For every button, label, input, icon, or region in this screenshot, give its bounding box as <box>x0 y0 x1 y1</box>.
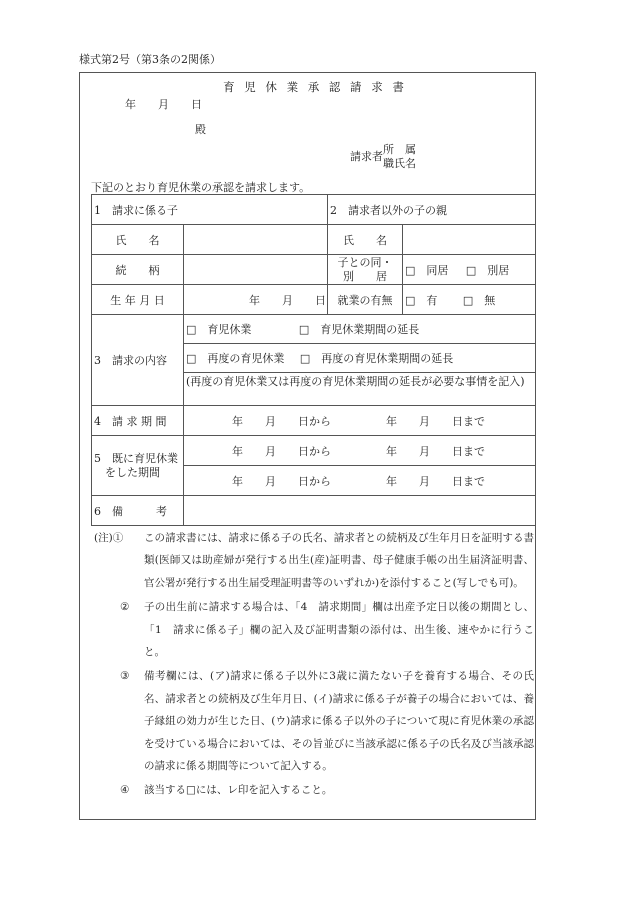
request-table <box>91 194 536 526</box>
note-label: (注)① <box>94 532 124 544</box>
content-row-2 <box>184 344 536 373</box>
employment-label: 就業の有無 <box>328 285 403 315</box>
past-to-1: 年 月 日まで <box>386 444 485 458</box>
requester-block <box>350 143 416 171</box>
employment-options <box>403 285 536 315</box>
note-label: ③ <box>120 670 130 683</box>
period-field[interactable] <box>184 406 536 436</box>
form-number: 様式第2号（第3条の2関係） <box>79 53 221 66</box>
content-reason-field[interactable]: (再度の育児休業又は再度の育児休業期間の延長が必要な事情を記入) <box>184 373 536 406</box>
past-from-2: 年 月 日から <box>232 474 331 488</box>
requester-name-label: 職氏名 <box>383 157 416 170</box>
note-text: 備考欄には、(ア)請求に係る子以外に3歳に満たない子を養育する場合、その氏名、請求者との続柄及び生年月日、(イ)請求に係る子が養子の場合においては、養子縁組の効力が生じた日、(ウ)請求に係る子以外の子について現に育児休業の承認を受けている場合においては、その旨並びに当該承認に係る子の氏名及び当該承認の請求に係る期間等について記入する。 <box>144 670 534 773</box>
period-from: 年 月 日から <box>232 414 331 428</box>
intro-text: 下記のとおり育児休業の承認を請求します。 <box>91 181 311 194</box>
child-name-label: 氏 名 <box>92 225 184 255</box>
note-text: この請求書には、請求に係る子の氏名、請求者との続柄及び生年月日を証明する書類(医師又は助産婦が発行する出生(産)証明書、母子健康手帳の出生届済証明書、官公署が発行する出生届受理証明書等のいずれか)を添付すること(写しでも可)。 <box>144 532 534 589</box>
relation-field[interactable] <box>184 255 328 285</box>
cohabit-label-line1: 子との同・ <box>337 255 393 269</box>
cohabit-together-checkbox[interactable]: □ 同居 <box>405 263 449 277</box>
childcare-leave-checkbox[interactable]: □ 育児休業 <box>186 323 252 336</box>
form-title: 育 児 休 業 承 認 請 求 書 <box>223 80 407 94</box>
section2-header: 2 請求者以外の子の親 <box>328 195 536 225</box>
birth-label: 生 年 月 日 <box>92 285 184 315</box>
note-item <box>94 665 534 777</box>
past-period-field-1[interactable] <box>184 436 536 466</box>
relation-label: 続 柄 <box>92 255 184 285</box>
note-item <box>94 779 534 801</box>
note-text: 子の出生前に請求する場合は、「4 請求期間」欄は出産予定日以後の期間とし、「1 請求に係る子」欄の記入及び証明書類の添付は、出生後、速やかに行うこと。 <box>144 601 534 659</box>
cohabit-separate-checkbox[interactable]: □ 別居 <box>465 263 510 277</box>
date-line[interactable]: 年 月 日 <box>125 98 202 111</box>
past-period-field-2[interactable] <box>184 466 536 496</box>
repeat-extension-checkbox[interactable]: □ 再度の育児休業期間の延長 <box>299 352 454 365</box>
section1-header: 1 請求に係る子 <box>92 195 328 225</box>
cohabit-options <box>403 255 536 285</box>
repeat-leave-checkbox[interactable]: □ 再度の育児休業 <box>186 352 285 365</box>
past-to-2: 年 月 日まで <box>386 474 485 488</box>
period-label: 4 請 求 期 間 <box>92 406 184 436</box>
leave-extension-checkbox[interactable]: □ 育児休業期間の延長 <box>298 323 420 336</box>
parent-name-label: 氏 名 <box>328 225 403 255</box>
child-name-field[interactable] <box>184 225 328 255</box>
note-label: ② <box>120 601 130 614</box>
parent-name-field[interactable] <box>403 225 536 255</box>
content-label: 3 請求の内容 <box>92 315 184 406</box>
note-item <box>94 527 534 594</box>
birth-date-field[interactable]: 年 月 日 <box>184 285 328 315</box>
past-label <box>92 436 184 496</box>
note-text: 該当する□には、レ印を記入すること。 <box>144 784 333 797</box>
requester-label: 請求者 <box>350 150 383 163</box>
addressee-suffix: 殿 <box>195 123 206 136</box>
remarks-field[interactable] <box>184 496 536 526</box>
past-label-line2: をした期間 <box>94 465 160 479</box>
notes-section <box>94 527 534 802</box>
period-to: 年 月 日まで <box>386 414 485 428</box>
note-item <box>94 596 534 663</box>
cohabit-label <box>328 255 403 285</box>
employment-no-checkbox[interactable]: □ 無 <box>462 293 496 307</box>
note-label: ④ <box>120 784 130 797</box>
content-row-1 <box>184 315 536 344</box>
remarks-label: 6 備 考 <box>92 496 184 526</box>
past-from-1: 年 月 日から <box>232 444 331 458</box>
past-label-line1: 5 既に育児休業 <box>94 451 178 465</box>
requester-dept-label: 所 属 <box>383 143 416 156</box>
employment-yes-checkbox[interactable]: □ 有 <box>405 293 438 307</box>
cohabit-label-line2: 別 居 <box>343 269 387 283</box>
